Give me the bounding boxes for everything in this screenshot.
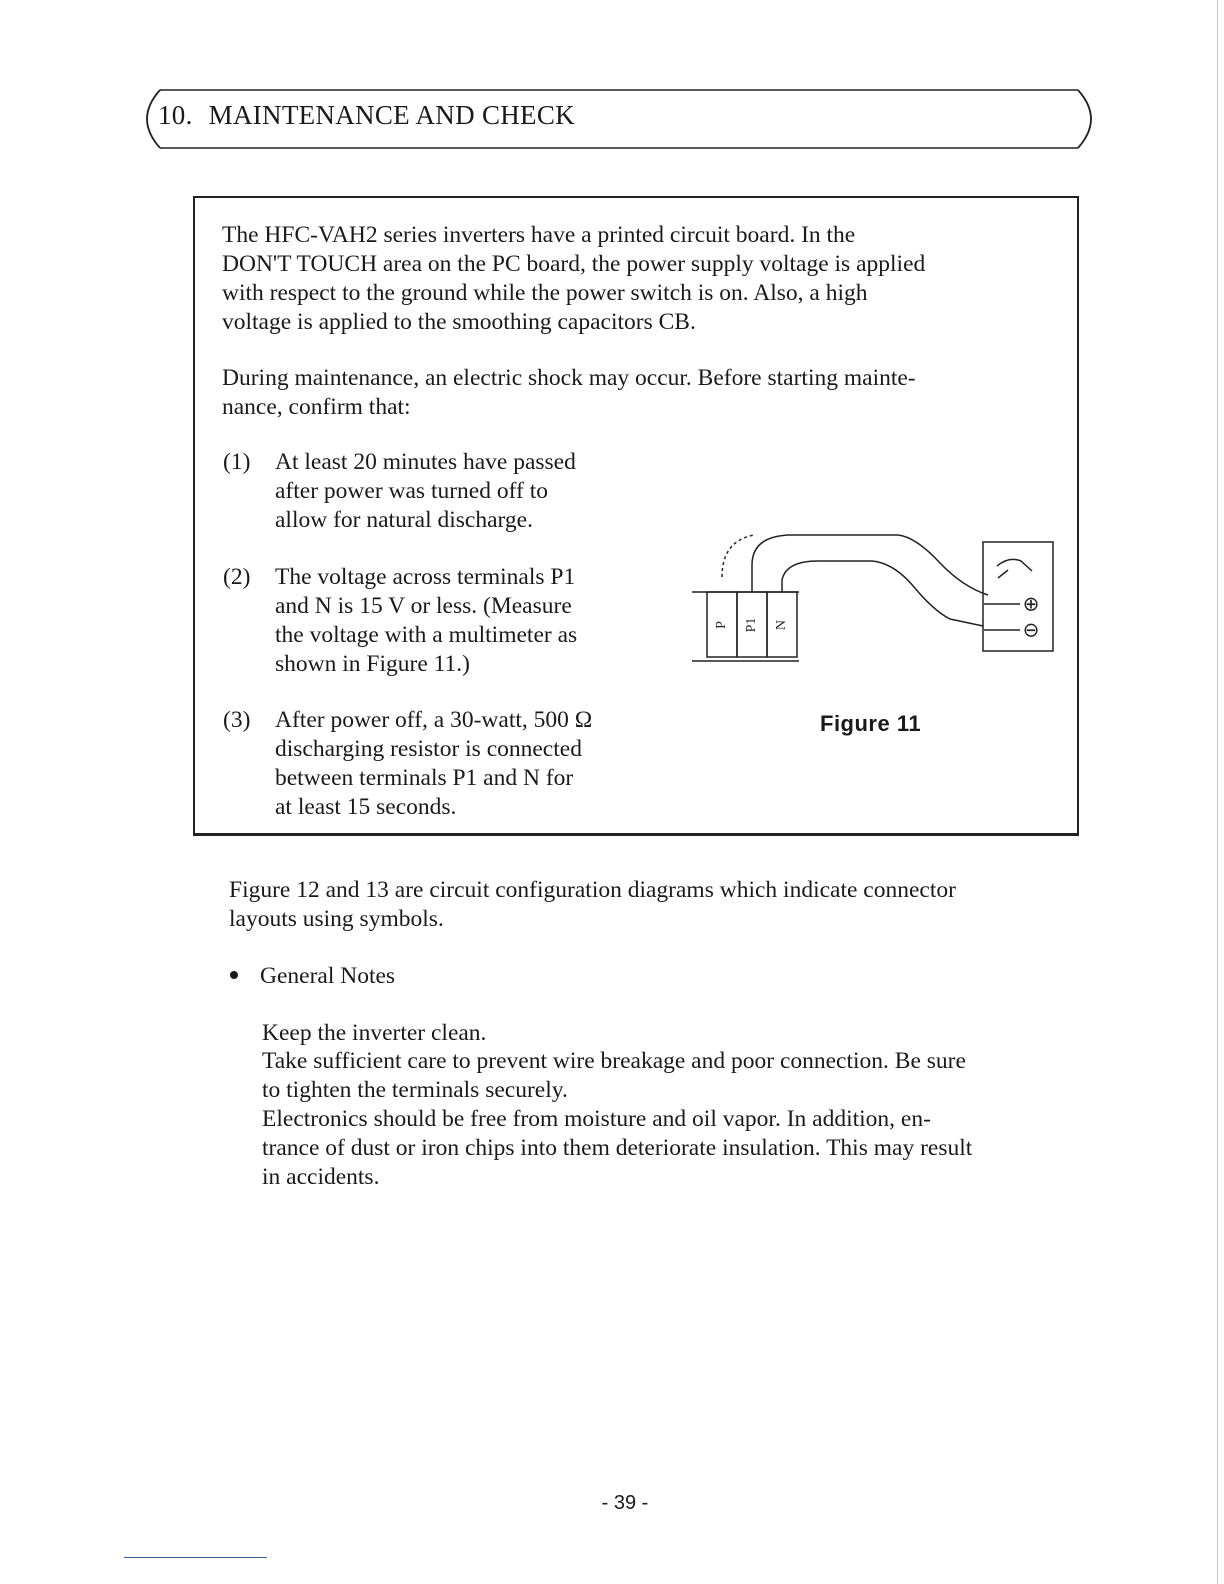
item-1-line-2: after power was turned off to: [275, 478, 548, 504]
general-notes-heading: General Notes: [260, 963, 396, 989]
notes-line-3: to tighten the terminals securely.: [262, 1077, 568, 1103]
body-intro-line-2: layouts using symbols.: [229, 906, 444, 932]
notes-line-2: Take sufficient care to prevent wire breakage and poor connection. Be sure: [262, 1048, 966, 1074]
warning-caution-line-2: nance, confirm that:: [222, 394, 411, 420]
item-2-number: (2): [223, 564, 251, 590]
section-title: [158, 100, 575, 131]
body-intro-line-1: Figure 12 and 13 are circuit configuration diagrams which indicate connector: [229, 877, 956, 903]
multimeter-plus-terminal: ⊕: [1022, 591, 1040, 616]
figure-11-caption: Figure 11: [820, 711, 922, 736]
notes-line-6: in accidents.: [262, 1164, 380, 1190]
notes-line-5: trance of dust or iron chips into them deteriorate insulation. This may result: [262, 1135, 973, 1161]
page-number: - 39 -: [601, 1492, 649, 1514]
item-3-line-3: between terminals P1 and N for: [275, 765, 574, 791]
terminal-label-p: P: [714, 621, 730, 629]
item-3-number: (3): [223, 707, 251, 733]
item-2-line-4: shown in Figure 11.): [275, 651, 470, 677]
item-3-line-1: After power off, a 30-watt, 500 Ω: [275, 707, 593, 733]
notes-line-1: Keep the inverter clean.: [262, 1020, 487, 1046]
item-3-line-2: discharging resistor is connected: [275, 736, 582, 762]
section-number: 10.: [158, 100, 193, 130]
warning-intro-line-4: voltage is applied to the smoothing capacitors CB.: [222, 309, 696, 335]
item-2-line-2: and N is 15 V or less. (Measure: [275, 593, 572, 619]
warning-intro-line-1: The HFC-VAH2 series inverters have a printed circuit board. In the: [222, 222, 856, 248]
item-2-line-3: the voltage with a multimeter as: [275, 622, 578, 648]
warning-intro-line-2: DON'T TOUCH area on the PC board, the power supply voltage is applied: [222, 251, 926, 277]
figure-11-diagram: [688, 525, 1058, 670]
item-1-number: (1): [223, 449, 251, 475]
terminal-label-p1: P1: [744, 617, 760, 633]
multimeter-minus-terminal: ⊖: [1022, 617, 1040, 642]
item-2-line-1: The voltage across terminals P1: [275, 564, 576, 590]
item-1-line-1: At least 20 minutes have passed: [275, 449, 576, 475]
item-1-line-3: allow for natural discharge.: [275, 507, 533, 533]
warning-intro-line-3: with respect to the ground while the power switch is on. Also, a high: [222, 280, 868, 306]
footer-rule: [124, 1557, 267, 1558]
multimeter: [983, 542, 1053, 651]
terminal-label-n: N: [774, 619, 790, 631]
scan-edge-line: [1217, 0, 1218, 1584]
item-3-line-4: at least 15 seconds.: [275, 794, 457, 820]
probe-leads: [722, 535, 988, 626]
notes-line-4: Electronics should be free from moisture and oil vapor. In addition, en-: [262, 1106, 931, 1132]
bullet-icon: [230, 971, 238, 979]
warning-caution-line-1: During maintenance, an electric shock may occur. Before starting mainte-: [222, 365, 916, 391]
section-title-text: MAINTENANCE AND CHECK: [208, 100, 575, 130]
